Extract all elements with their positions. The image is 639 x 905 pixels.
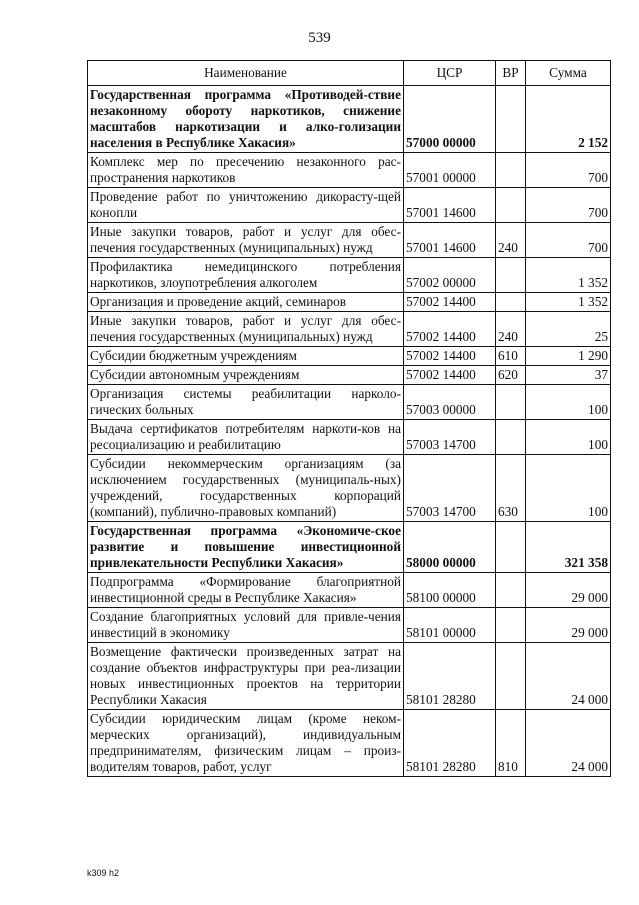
row-sum-cell: 1 290 [526,347,611,366]
row-vr-cell [496,153,526,188]
row-name-cell: Организация и проведение акций, семинаров [88,293,404,312]
table-row [88,455,611,522]
row-csr-cell: 58101 00000 [404,608,496,643]
row-vr-cell [496,420,526,455]
row-vr-cell: 240 [496,223,526,258]
row-vr-cell [496,522,526,573]
row-vr-cell: 630 [496,455,526,522]
row-csr-cell: 58101 28280 [404,643,496,710]
row-vr-cell [496,608,526,643]
row-csr-cell: 57002 14400 [404,312,496,347]
row-csr-cell: 57003 14700 [404,455,496,522]
row-sum-cell: 29 000 [526,608,611,643]
row-vr-cell: 810 [496,710,526,777]
row-sum-cell: 1 352 [526,293,611,312]
table-row [88,153,611,188]
table-row [88,347,611,366]
row-vr-cell [496,188,526,223]
row-name-cell: Субсидии бюджетным учреждениям [88,347,404,366]
row-sum-cell: 100 [526,385,611,420]
header-csr: ЦСР [404,61,496,86]
row-sum-cell: 700 [526,223,611,258]
row-sum-cell: 100 [526,420,611,455]
row-name-cell: Создание благоприятных условий для привле-чения инвестиций в экономику [88,608,404,643]
row-name-cell: Выдача сертификатов потребителям наркоти-ков на ресоциализацию и реабилитацию [88,420,404,455]
row-name-cell: Возмещение фактически произведенных затрат на создание объектов инфраструктуры при реа-лизации новых инвестиционных проектов на территории Республики Хакасия [88,643,404,710]
row-vr-cell [496,86,526,153]
row-name-cell: Государственная программа «Экономиче-ское развитие и повышение инвестиционной привлекательности Республики Хакасия» [88,522,404,573]
row-vr-cell: 240 [496,312,526,347]
row-sum-cell: 321 358 [526,522,611,573]
row-csr-cell: 57002 00000 [404,258,496,293]
row-vr-cell [496,293,526,312]
row-csr-cell: 58100 00000 [404,573,496,608]
footer-code: k309 h2 [87,868,120,878]
row-csr-cell: 58101 28280 [404,710,496,777]
row-csr-cell: 57002 14400 [404,366,496,385]
row-name-cell: Иные закупки товаров, работ и услуг для обес-печения государственных (муниципальных) нужд [88,312,404,347]
row-name-cell: Профилактика немедицинского потребления наркотиков, злоупотребления алкоголем [88,258,404,293]
table-row [88,188,611,223]
row-sum-cell: 700 [526,153,611,188]
row-vr-cell [496,258,526,293]
table-row [88,573,611,608]
table-row [88,86,611,153]
row-name-cell: Организация системы реабилитации нарколо-гических больных [88,385,404,420]
row-vr-cell [496,643,526,710]
row-vr-cell: 610 [496,347,526,366]
page-number: 539 [308,30,331,46]
row-csr-cell: 57000 00000 [404,86,496,153]
row-sum-cell: 1 352 [526,258,611,293]
row-name-cell: Субсидии юридическим лицам (кроме неком-мерческих организаций), индивидуальным предпринимателям, физическим лицам – произ-водителям товаров, работ, услуг [88,710,404,777]
table-row [88,293,611,312]
row-csr-cell: 58000 00000 [404,522,496,573]
row-name-cell: Комплекс мер по пресечению незаконного рас-пространения наркотиков [88,153,404,188]
row-vr-cell [496,573,526,608]
table-row [88,608,611,643]
table-row [88,420,611,455]
header-vr: ВР [496,61,526,86]
row-name-cell: Государственная программа «Противодей-ствие незаконному обороту наркотиков, снижение масштабов наркотизации и алко-голизации населения в Республике Хакасия» [88,86,404,153]
table-row [88,258,611,293]
table-row [88,366,611,385]
row-csr-cell: 57001 00000 [404,153,496,188]
table-row [88,643,611,710]
row-csr-cell: 57003 14700 [404,420,496,455]
row-sum-cell: 24 000 [526,643,611,710]
table-row [88,385,611,420]
table-row [88,223,611,258]
row-csr-cell: 57001 14600 [404,188,496,223]
row-vr-cell: 620 [496,366,526,385]
budget-table [87,60,611,777]
row-name-cell: Иные закупки товаров, работ и услуг для обес-печения государственных (муниципальных) нужд [88,223,404,258]
table-row [88,312,611,347]
row-csr-cell: 57002 14400 [404,293,496,312]
row-name-cell: Субсидии некоммерческим организациям (за исключением государственных (муниципаль-ных) учреждений, государственных корпораций (компаний), публично-правовых компаний) [88,455,404,522]
row-sum-cell: 700 [526,188,611,223]
table-header-row [88,61,611,86]
row-sum-cell: 2 152 [526,86,611,153]
table-row [88,710,611,777]
row-csr-cell: 57001 14600 [404,223,496,258]
row-name-cell: Подпрограмма «Формирование благоприятной инвестиционной среды в Республике Хакасия» [88,573,404,608]
row-csr-cell: 57002 14400 [404,347,496,366]
row-name-cell: Проведение работ по уничтожению дикорасту-щей конопли [88,188,404,223]
row-sum-cell: 25 [526,312,611,347]
row-csr-cell: 57003 00000 [404,385,496,420]
row-sum-cell: 29 000 [526,573,611,608]
row-sum-cell: 24 000 [526,710,611,777]
table-row [88,522,611,573]
header-name: Наименование [88,61,404,86]
row-name-cell: Субсидии автономным учреждениям [88,366,404,385]
row-sum-cell: 37 [526,366,611,385]
row-sum-cell: 100 [526,455,611,522]
header-sum: Сумма [526,61,611,86]
row-vr-cell [496,385,526,420]
